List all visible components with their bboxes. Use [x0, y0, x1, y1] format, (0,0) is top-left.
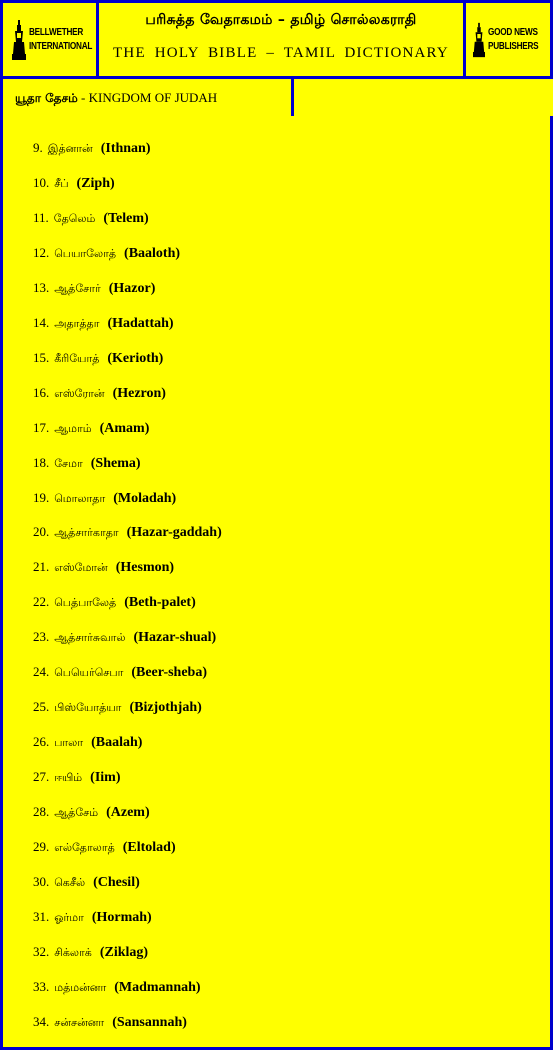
list-item [33, 308, 222, 343]
entry-number: 21. [33, 559, 50, 575]
entry-tamil: சேமா [54, 456, 83, 470]
entry-tamil: எல்தோலாத் [54, 841, 115, 855]
entry-number: 15. [33, 349, 50, 365]
entry-number: 10. [33, 174, 50, 190]
section-tamil: யூதா தேசம் [15, 91, 78, 105]
list-item [33, 517, 222, 552]
list-item [33, 238, 222, 273]
entry-english: (Madmannah) [114, 979, 201, 995]
logo-left-line2: INTERNATIONAL [29, 40, 93, 52]
entry-number: 13. [33, 279, 50, 295]
list-item [33, 483, 222, 518]
logo-right-line1: GOOD NEWS [487, 26, 538, 38]
entry-english: (Baalah) [91, 735, 143, 751]
entry-tamil: ஆத்சேம் [54, 806, 99, 820]
bell-tower-icon [12, 20, 26, 60]
title-tamil: பரிசுத்த வேதாகமம் – தமிழ் சொல்லகராதி [145, 12, 417, 28]
section-separator: - [77, 90, 89, 105]
entry-tamil: அதாத்தா [54, 316, 100, 330]
list-item [33, 448, 222, 483]
entry-english: (Iim) [90, 770, 121, 786]
list-item [33, 168, 222, 203]
entry-tamil: ஆத்சார்காதா [54, 526, 119, 540]
entry-number: 18. [33, 454, 50, 470]
entry-number: 34. [33, 1013, 50, 1029]
list-item [33, 657, 222, 692]
entry-list [33, 133, 222, 1042]
entry-english: (Sansannah) [112, 1014, 187, 1030]
entry-english: (Hormah) [91, 909, 152, 925]
list-item [33, 762, 222, 797]
list-item [33, 832, 222, 867]
entry-tamil: மத்மன்னா [54, 980, 107, 994]
entry-number: 33. [33, 978, 50, 994]
good-news-publishers-logo [463, 0, 553, 79]
list-item [33, 1007, 222, 1042]
entry-tamil: ஆமாம் [54, 421, 92, 435]
list-item [33, 203, 222, 238]
list-item [33, 797, 222, 832]
list-item [33, 273, 222, 308]
entry-english: (Beth-palet) [124, 595, 196, 611]
entry-english: (Ithnan) [100, 141, 151, 156]
entry-number: 14. [33, 314, 50, 330]
entry-tamil: பெயாலோத் [54, 246, 117, 260]
entry-tamil: சன்சன்னா [54, 1015, 105, 1029]
list-item [33, 133, 222, 168]
section-tab [0, 76, 294, 119]
entry-english: (Amam) [99, 420, 150, 436]
entry-tamil: ஓர்மா [54, 910, 84, 924]
content-panel [0, 116, 553, 1050]
list-item [33, 902, 222, 937]
entry-number: 22. [33, 594, 50, 610]
entry-number: 23. [33, 629, 50, 645]
entry-tamil: இத்னான் [47, 142, 93, 155]
list-item [33, 378, 222, 413]
list-item [33, 622, 222, 657]
list-item [33, 937, 222, 972]
entry-english: (Hazor) [108, 280, 156, 296]
entry-tamil: பெத்பாலேத் [54, 596, 117, 610]
entry-tamil: ஈயிம் [54, 771, 83, 785]
entry-english: (Telem) [103, 210, 149, 226]
entry-number: 9. [33, 140, 43, 155]
entry-english: (Kerioth) [107, 350, 164, 366]
bellwether-logo-text [29, 26, 93, 54]
entry-tamil: ஆத்சோர் [54, 281, 101, 295]
good-news-logo-text [488, 26, 544, 54]
entry-english: (Eltolad) [122, 840, 176, 856]
entry-number: 24. [33, 664, 50, 680]
entry-english: (Moladah) [113, 490, 177, 506]
entry-english: (Hazar-shual) [133, 630, 217, 646]
entry-english: (Shema) [90, 455, 141, 471]
entry-tamil: கெசீல் [54, 876, 86, 890]
entry-number: 19. [33, 489, 50, 505]
entry-number: 17. [33, 419, 50, 435]
entry-tamil: பிஸ்யோத்யா [54, 701, 122, 715]
logo-left-line1: BELLWETHER [29, 26, 84, 38]
list-item [33, 413, 222, 448]
entry-number: 16. [33, 384, 50, 400]
entry-number: 27. [33, 769, 50, 785]
entry-number: 11. [33, 209, 49, 225]
entry-tamil: எஸ்ரோன் [54, 386, 105, 400]
entry-tamil: பெயெர்செபா [54, 666, 124, 680]
entry-english: (Bizjothjah) [129, 700, 202, 716]
list-item [33, 867, 222, 902]
entry-english: (Beer-sheba) [131, 665, 208, 681]
header-title-box [96, 0, 466, 79]
entry-english: (Hazar-gaddah) [126, 525, 222, 541]
entry-tamil: சீப் [54, 176, 69, 190]
entry-tamil: பாலா [54, 736, 84, 750]
list-item [33, 587, 222, 622]
entry-tamil: ஆத்சார்சுவால் [54, 631, 126, 645]
entry-number: 25. [33, 699, 50, 715]
entry-number: 32. [33, 943, 50, 959]
entry-english: (Hadattah) [107, 315, 174, 331]
entry-tamil: எஸ்மோன் [54, 561, 108, 575]
entry-english: (Ziph) [76, 175, 115, 191]
entry-english: (Baaloth) [124, 245, 181, 261]
section-english: KINGDOM OF JUDAH [88, 90, 218, 105]
bell-tower-icon [473, 20, 485, 60]
logo-right-line2: PUBLISHERS [487, 40, 538, 52]
entry-tamil: கீரியோத் [54, 351, 100, 365]
entry-english: (Hesmon) [115, 560, 175, 576]
list-item [33, 727, 222, 762]
entry-tamil: மொலாதா [54, 491, 106, 505]
entry-number: 29. [33, 839, 50, 855]
section-heading [3, 79, 291, 107]
entry-english: (Ziklag) [99, 944, 149, 960]
bellwether-logo [0, 0, 99, 79]
list-item [33, 343, 222, 378]
entry-english: (Hezron) [112, 385, 166, 401]
entry-number: 28. [33, 804, 50, 820]
entry-tamil: சிக்லாக் [54, 945, 92, 959]
entry-number: 30. [33, 874, 50, 890]
entry-number: 12. [33, 244, 50, 260]
list-item [33, 692, 222, 727]
entry-tamil: தேலெம் [53, 211, 96, 225]
entry-number: 26. [33, 734, 50, 750]
entry-english: (Azem) [106, 805, 150, 821]
title-english: THE HOLY BIBLE – TAMIL DICTIONARY [113, 45, 449, 61]
entry-number: 31. [33, 908, 50, 924]
entry-number: 20. [33, 524, 50, 540]
list-item [33, 552, 222, 587]
list-item [33, 972, 222, 1007]
entry-english: (Chesil) [93, 875, 140, 891]
